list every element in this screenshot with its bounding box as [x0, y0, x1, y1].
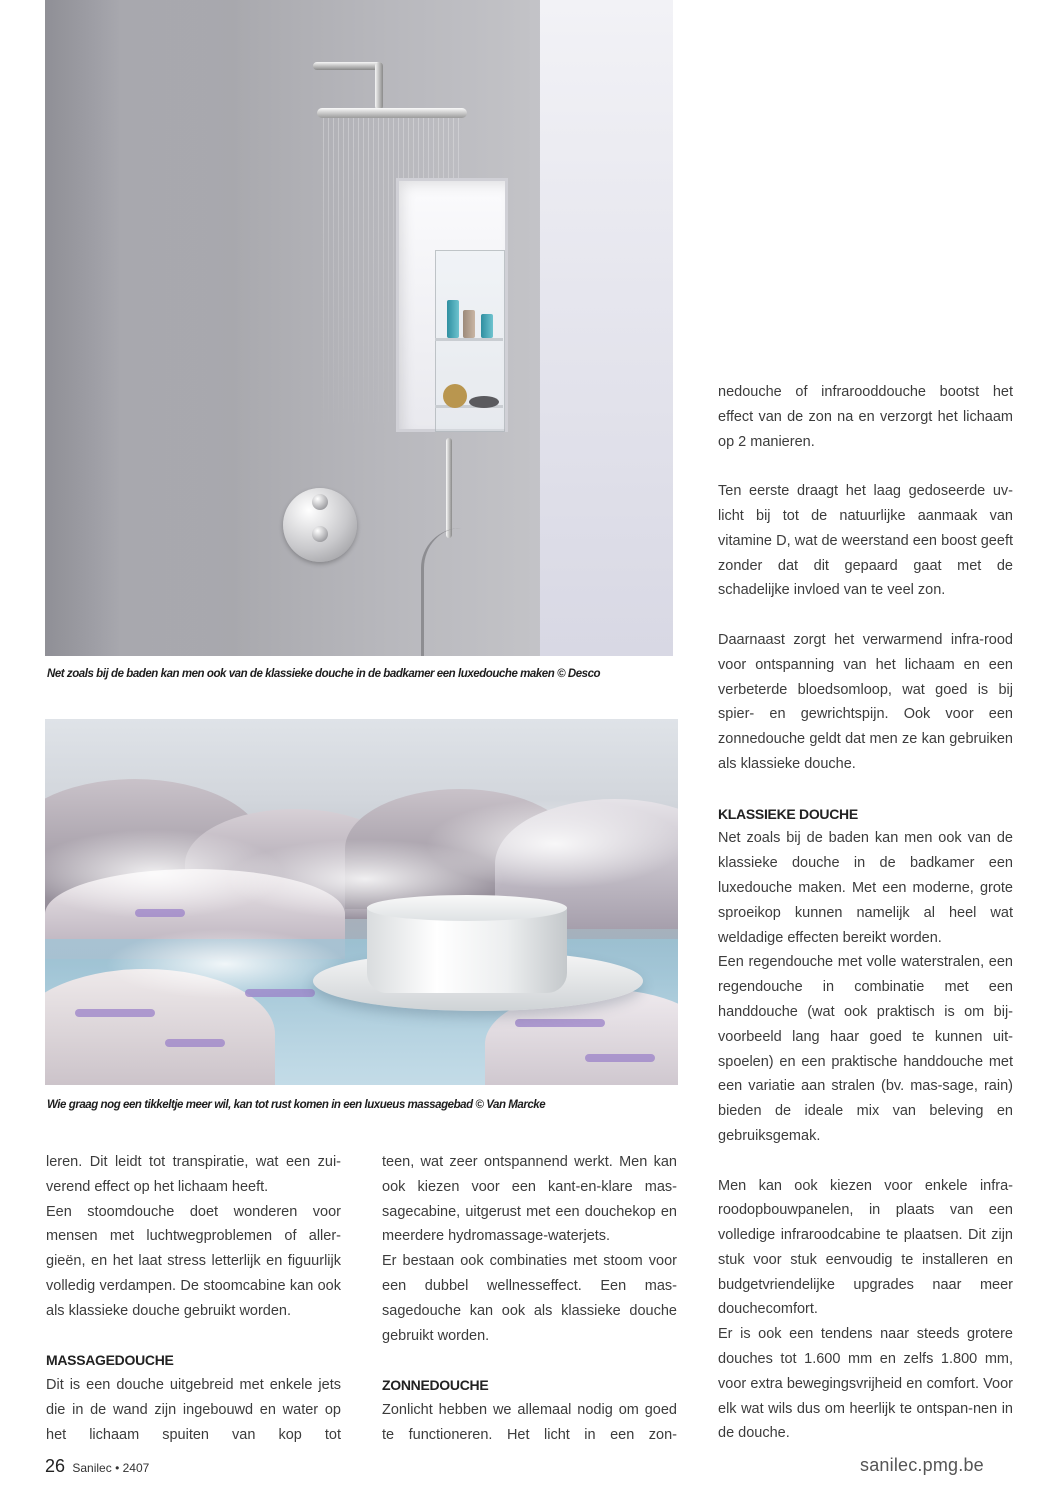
paragraph: nedouche of infrarooddouche bootst het effect van de zon na en verzorgt het lichaam op 2 manieren.: [718, 384, 1013, 450]
paragraph: Net zoals bij de baden kan men ook van de klassieke douche in de badkamer een luxedouche maken. Met een moderne, grote sproeikop kunnen namelijk al heel wat weldadige effecten bereikt worden.: [718, 830, 1013, 946]
issue-label: Sanilec • 2407: [72, 1461, 150, 1475]
photo1-caption: Net zoals bij de baden kan men ook van de klassieke douche in de badkamer een luxedouche maken © Desco: [47, 668, 601, 680]
middle-column: [382, 1150, 677, 1448]
left-column: [46, 1150, 341, 1448]
paragraph: Een regendouche met volle waterstralen, een regendouche in combinatie met een handdouche (wat ook praktisch is om bij-voorbeeld lang haar goed te kunnen uit-spoelen) en een praktische handdouche met een variatie aan stralen (bv. mas-sage, rain) bieden de ideale mix van beleving en gebruiksgemak.: [718, 954, 1013, 1144]
photo2-caption: Wie graag nog een tikkeltje meer wil, kan tot rust komen in een luxueus massagebad © Van Marcke: [47, 1099, 546, 1111]
section-heading: ZONNEDOUCHE: [382, 1377, 489, 1394]
shower-photo: [45, 0, 673, 656]
page-number: 26: [45, 1456, 66, 1476]
page-footer: [45, 1456, 149, 1477]
paragraph: Daarnaast zorgt het verwarmend infra-rood voor ontspanning van het lichaam en een verbeterde bloedsomloop, wat goed is bij spier- en gewrichtspijn. Ook voor een zonnedouche geldt dat men ze kan gebruiken als klassieke douche.: [718, 631, 1013, 772]
section-heading: KLASSIEKE DOUCHE: [718, 805, 858, 822]
paragraph: leren. Dit leidt tot transpiratie, wat een zui-verend effect op het lichaam heeft.: [46, 1154, 341, 1195]
paragraph: Dit is een douche uitgebreid met enkele jets die in de wand zijn ingebouwd en water op het lichaam spuiten van kop tot: [46, 1377, 341, 1443]
section-heading: MASSAGEDOUCHE: [46, 1352, 174, 1369]
paragraph: Zonlicht hebben we allemaal nodig om goed te functioneren. Het licht in een zon-: [382, 1401, 677, 1443]
right-column: [718, 380, 1013, 1446]
paragraph: teen, wat zeer ontspannend werkt. Men kan ook kiezen voor een kant-en-klare mas-sagecabine, uitgerust met een douchekop en meerdere hydromassage-waterjets.: [382, 1154, 677, 1245]
paragraph: Een stoomdouche doet wonderen voor mensen met luchtwegproblemen of aller-gieën, en het laat stress letterlijk en figuurlijk volledig verdampen. De stoomcabine kan ook als klassieke douche gebruikt worden.: [46, 1203, 341, 1319]
paragraph: Men kan ook kiezen voor enkele infra-roodopbouwpanelen, in plaats van een volledige infraroodcabine te plaatsen. Dit zijn stuk voor stuk eenvoudig te installeren en budgetvriendelijke upgrades naar meer douchecomfort.: [718, 1177, 1013, 1318]
paragraph: Er bestaan ook combinaties met stoom voor een dubbel wellnesseffect. Een mas-sagedouche kan ook als klassieke douche gebruikt worden.: [382, 1253, 677, 1344]
paragraph: Ten eerste draagt het laag gedoseerde uv-licht bij tot de natuurlijke aanmaak van vitamine D, wat de weerstand een boost geeft zonder dat dit gepaard gaat met de schadelijke invloed van te veel zon.: [718, 483, 1013, 599]
website-link[interactable]: sanilec.pmg.be: [860, 1455, 984, 1475]
massage-bath-photo: [45, 719, 678, 1085]
paragraph: Er is ook een tendens naar steeds grotere douches tot 1.600 mm en zelfs 1.800 mm, voor extra bewegingsvrijheid en comfort. Voor elk wat wils dus om heerlijk te ontspan-nen in de douche.: [718, 1326, 1013, 1442]
